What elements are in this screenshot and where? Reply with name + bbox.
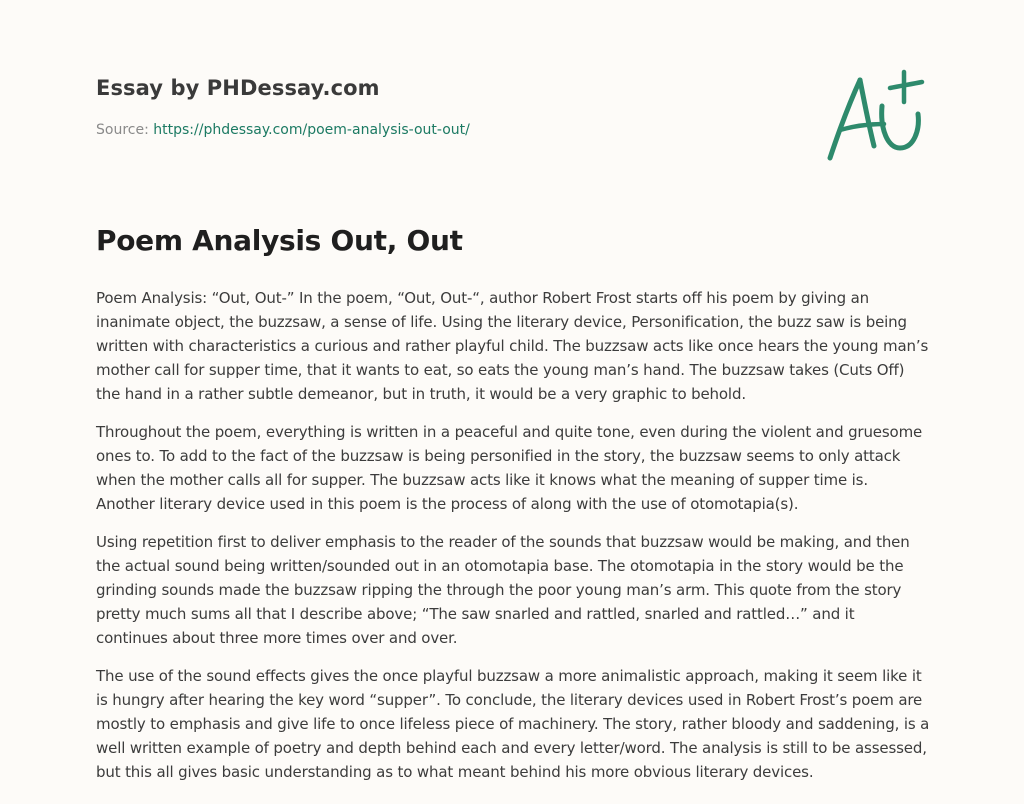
site-title: Essay by PHDessay.com	[96, 76, 380, 100]
essay-paragraph: Using repetition first to deliver emphasis to the reader of the sounds that buzzsaw would be making, and then the actual sound being written/sounded out in an otomotapia base. The otomotapia in the story would be the grinding sounds made the buzzsaw ripping the through the poor young man’s arm. This quote from the story pretty much sums all that I describe above; “The saw snarled and rattled, snarled and rattled…” and it continues about three more times over and over.	[96, 533, 910, 647]
a-plus-logo-icon	[822, 68, 926, 164]
document-header	[96, 76, 796, 138]
source-link[interactable]: https://phdessay.com/poem-analysis-out-out/	[153, 122, 470, 138]
essay-paragraph: The use of the sound effects gives the once playful buzzsaw a more animalistic approach, making it seem like it is hungry after hearing the key word “supper”. To conclude, the literary devices used in Robert Frost’s poem are mostly to emphasis and give life to once lifeless piece of machinery. The story, rather bloody and saddening, is a well written example of poetry and depth behind each and every letter/word. The analysis is still to be assessed, but this all gives basic understanding as to what meant behind his more obvious literary devices.	[96, 667, 930, 781]
source-label: Source:	[96, 122, 149, 138]
essay-body	[96, 286, 930, 798]
essay-paragraph: Throughout the poem, everything is written in a peaceful and quite tone, even during the violent and gruesome ones to. To add to the fact of the buzzsaw is being personified in the story, the buzzsaw seems to only attack when the mother calls all for supper. The buzzsaw acts like it knows what the meaning of supper time is. Another literary device used in this poem is the process of along with the use of otomotapia(s).	[96, 423, 923, 513]
essay-paragraph: Poem Analysis: “Out, Out-” In the poem, “Out, Out-“, author Robert Frost starts off his poem by giving an inanimate object, the buzzsaw, a sense of life. Using the literary device, Personification, the buzz saw is being written with characteristics a curious and rather playful child. The buzzsaw acts like once hears the young man’s mother call for supper time, that it wants to eat, so eats the young man’s hand. The buzzsaw takes (Cuts Off) the hand in a rather subtle demeanor, but in truth, it would be a very graphic to behold.	[96, 289, 929, 403]
essay-title: Poem Analysis Out, Out	[96, 224, 463, 257]
source-line	[96, 122, 796, 138]
